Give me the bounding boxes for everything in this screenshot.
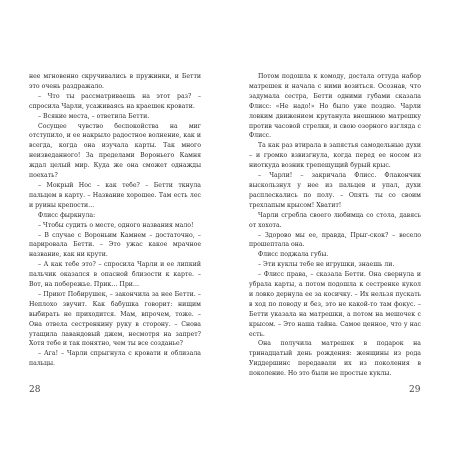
paragraph: Потом подошла к комоду, достала оттуда набор матрешек и начала с ними возиться. Осознав, что задумала сестра, Бетти одними губами сказала Флисс: «Не надо!» Но было уже поздно. Чарли ловким движением крутанула внешнюю матрешку против часовой стрелки, и свою озорного взгляда с Флисс. — [249, 73, 421, 140]
paragraph: Флисс поджала губы. — [258, 251, 329, 259]
paragraph: – Мокрый Нос – как тебе? – Бетти ткнула пальцем в карту. – Название хорошее. Там есть лес и руины крепости… — [29, 181, 201, 209]
left-page — [29, 72, 201, 369]
paragraph: – Эти куклы тебе не игрушки, знаешь ли. — [258, 261, 395, 269]
paragraph: – Что ты рассматриваешь на этот раз? – спросила Чарли, усаживаясь на краешек кровати. — [29, 92, 201, 110]
paragraph: нее мгновенно скручивались в пружинки, и Бетти это очень раздражало. — [29, 73, 201, 90]
paragraph: – Чтобы судить о месте, одного названия мало! — [38, 221, 194, 229]
paragraph: – Флисс права, – сказала Бетти. Она свернула и убрала карты, а потом подошла к сестренке кукол и ловко дернула ее за косичку. – Их нельзя пускать в ход по поводу и без, это не какой-то там фокус. – Бетти указала на матрешки, а потом на мешочек с крысом. – Это наша тайна. Самое ценное, что у нас есть. — [249, 271, 421, 338]
paragraph: – Всякие места, – ответила Бетти. — [38, 112, 150, 120]
paragraph: Флисс фыркнула: — [38, 211, 96, 219]
paragraph: Чарли сгребла своего любимца со стола, давясь от хохота. — [249, 211, 421, 229]
paragraph: – Приют Побирушек, – закончила за нее Бетти. – Неплохо звучит. Как бабушка говорит: нищим выбирать не приходится. Мам, впрочем, тоже. – Она отвела сестренкину руку в сторону. – Снова утащила лавандовый джем, несмотря на запрет? Хотя тебе и так понятно, чем ты все созданье? — [29, 290, 201, 348]
paragraph: – А как тебе это? – спросила Чарли и ее липкий пальчик оказался в опасной близости к карте. – Вот, на побережье. Прик… При… — [29, 261, 201, 289]
right-page — [249, 72, 421, 379]
paragraph: Она получила матрешек в подарок на тринадцатый день рождения: женщины из рода Уиддершинс передавали их из поколения в поколение. Но это были не простые куклы. — [249, 340, 421, 378]
paragraph: – Ага! – Чарли спрыгнула с кровати и облизала пальцы. — [29, 350, 201, 368]
paragraph: – Здорово мы ее, правда, Прыг-скок? – весело прошептала она. — [249, 231, 421, 249]
paragraph: – Чарли! – закричала Флисс. Флакончик выскользнул у нее из пальцев и упал, духи расплескались по полу. – Опять ты со своим трехлапым крысом! Хватит! — [249, 172, 421, 209]
page-number-right: 29 — [409, 385, 421, 395]
paragraph: Та как раз втирала в запястья самодельные духи – и громко взвизгнула, когда перед ее носом из ниоткуда возник трепещущий бурый крыс. — [249, 142, 421, 170]
page-number-left: 28 — [29, 385, 41, 395]
paragraph: – В случае с Вороньим Камнем – достаточно, – парировала Бетти. – Это ужас какое мрачное название, как ни крути. — [29, 231, 201, 259]
paragraph: Сосущее чувство беспокойства на миг отступило, и ее накрыло радостное волнение, как и всегда, когда она изучала карты. Так много неизведанного! За пределами Вороньего Камня ждал целый мир. Куда же она сможет однажды поехать? — [29, 122, 201, 180]
